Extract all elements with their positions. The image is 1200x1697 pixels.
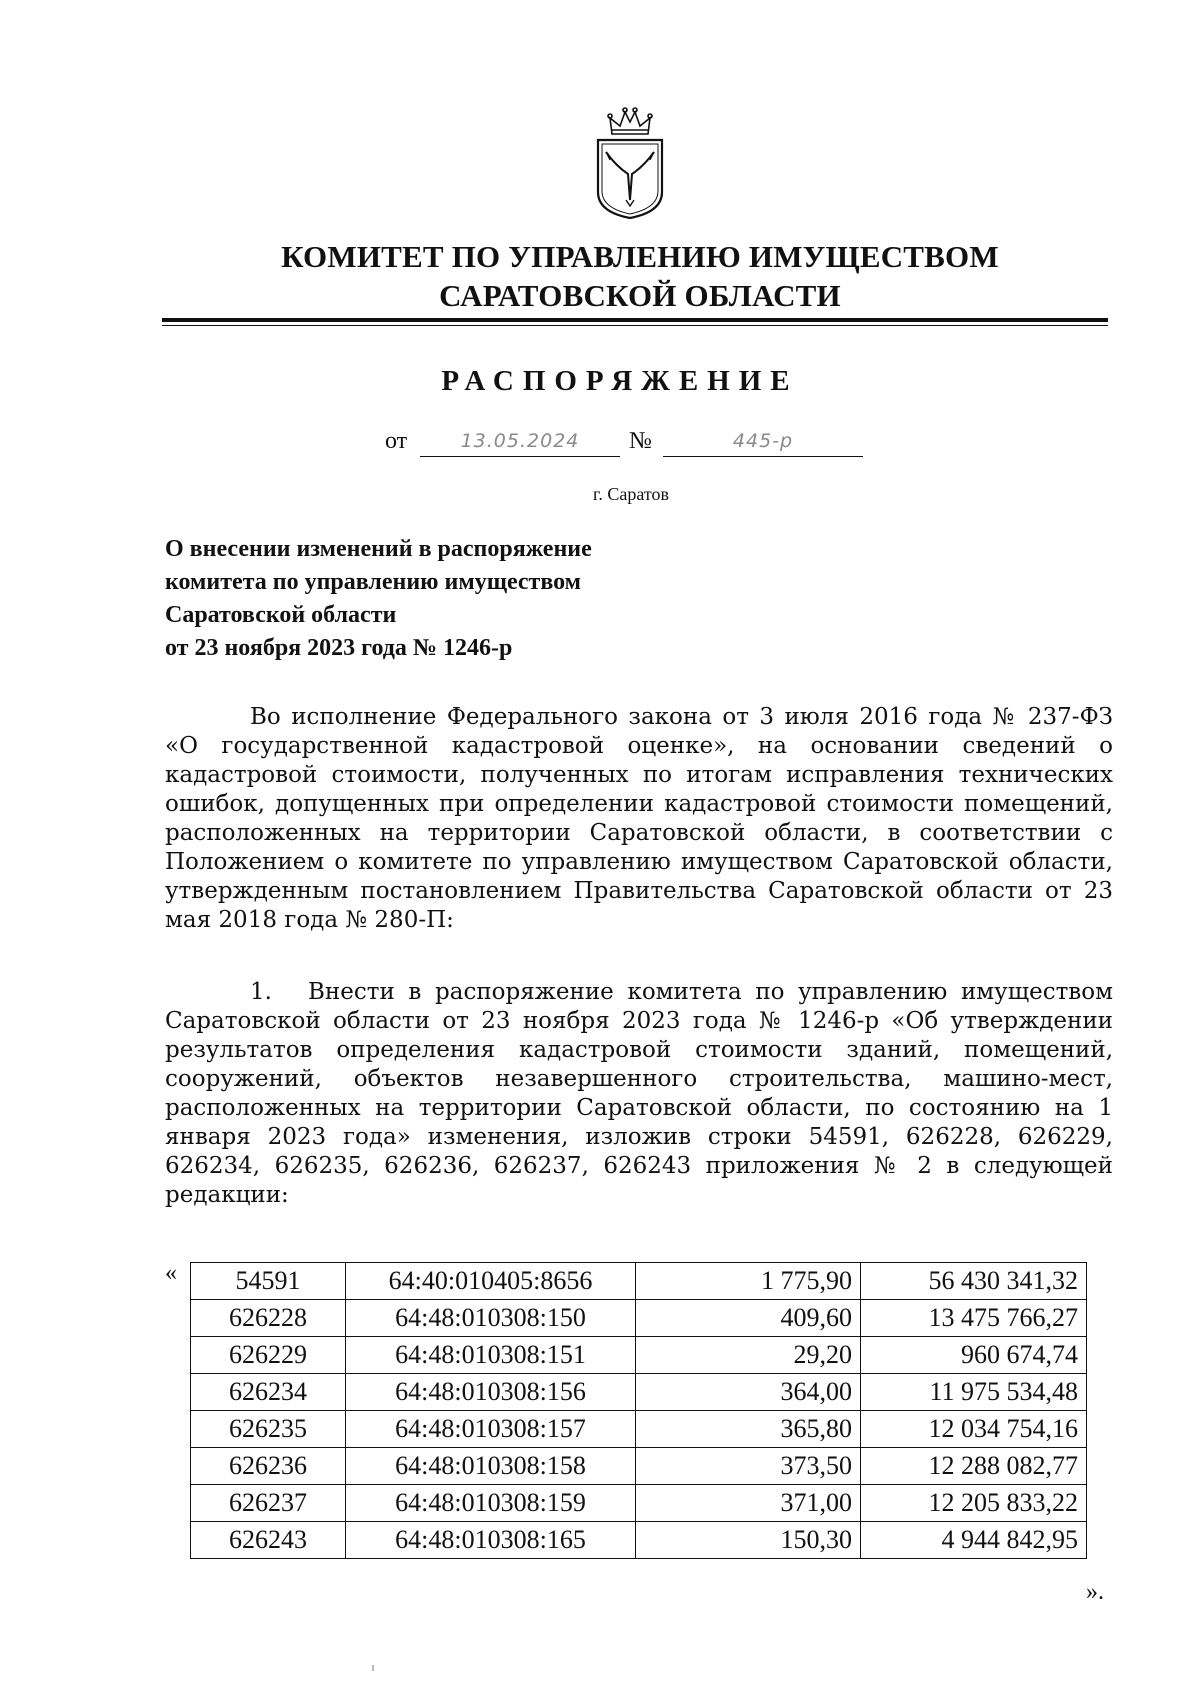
cadastral-number-cell: 64:48:010308:159	[346, 1485, 636, 1522]
row-number-cell: 626237	[191, 1485, 346, 1522]
subject-line: комитета по управлению имуществом	[165, 569, 582, 595]
row-number-cell: 626228	[191, 1300, 346, 1337]
cadastral-number-cell: 64:48:010308:151	[346, 1337, 636, 1374]
organization-name-line1: КОМИТЕТ ПО УПРАВЛЕНИЮ ИМУЩЕСТВОМ	[281, 239, 999, 274]
table-row	[191, 1374, 1087, 1411]
item-paragraph-1	[165, 978, 1113, 1210]
organization-name-line2: САРАТОВСКОЙ ОБЛАСТИ	[439, 278, 841, 313]
number-label: №	[629, 428, 652, 454]
row-number-cell: 626235	[191, 1411, 346, 1448]
date-value: 13.05.2024	[420, 430, 620, 457]
quote-close-mark: ».	[1086, 1579, 1104, 1605]
subject-line: Саратовской области	[165, 602, 397, 628]
table-row	[191, 1411, 1087, 1448]
table-row	[191, 1485, 1087, 1522]
quote-open-mark: «	[165, 1260, 177, 1286]
area-cell: 1 775,90	[636, 1263, 861, 1300]
table-row	[191, 1522, 1087, 1559]
cadastral-cost-cell: 13 475 766,27	[861, 1300, 1087, 1337]
cadastral-cost-cell: 12 034 754,16	[861, 1411, 1087, 1448]
area-cell: 150,30	[636, 1522, 861, 1559]
table-row	[191, 1337, 1087, 1374]
header-divider-thick	[162, 318, 1108, 322]
area-cell: 364,00	[636, 1374, 861, 1411]
cadastral-values-table	[190, 1262, 1087, 1559]
cadastral-number-cell: 64:48:010308:156	[346, 1374, 636, 1411]
area-cell: 409,60	[636, 1300, 861, 1337]
row-number-cell: 626243	[191, 1522, 346, 1559]
table-row	[191, 1263, 1087, 1300]
coat-of-arms-icon	[590, 104, 670, 222]
cadastral-cost-cell: 960 674,74	[861, 1337, 1087, 1374]
cadastral-number-cell: 64:48:010308:165	[346, 1522, 636, 1559]
area-cell: 29,20	[636, 1337, 861, 1374]
cadastral-cost-cell: 11 975 534,48	[861, 1374, 1087, 1411]
row-number-cell: 626234	[191, 1374, 346, 1411]
row-number-cell: 54591	[191, 1263, 346, 1300]
cadastral-cost-cell: 56 430 341,32	[861, 1263, 1087, 1300]
area-cell: 365,80	[636, 1411, 861, 1448]
document-subject	[165, 533, 592, 665]
cadastral-number-cell: 64:48:010308:150	[346, 1300, 636, 1337]
subject-line: О внесении изменений в распоряжение	[165, 536, 592, 562]
preamble-paragraph: Во исполнение Федерального закона от 3 июля 2016 года № 237-ФЗ «О государственной кадастровой оценке», на основании сведений о кадастровой стоимости, полученных по итогам исправления технических ошибок, допущенных при определении кадастровой стоимости помещений, расположенных на территории Саратовской области, в соответствии с Положением о комитете по управлению имуществом Саратовской области, утвержденным постановлением Правительства Саратовской области от 23 мая 2018 года № 280-П:	[165, 704, 1113, 933]
area-cell: 371,00	[636, 1485, 861, 1522]
cadastral-cost-cell: 4 944 842,95	[861, 1522, 1087, 1559]
cadastral-cost-cell: 12 205 833,22	[861, 1485, 1087, 1522]
subject-line: от 23 ноября 2023 года № 1246-р	[165, 635, 513, 661]
cadastral-number-cell: 64:48:010308:157	[346, 1411, 636, 1448]
table-row	[191, 1300, 1087, 1337]
scan-mark	[372, 1665, 374, 1671]
table-row	[191, 1448, 1087, 1485]
row-number-cell: 626236	[191, 1448, 346, 1485]
row-number-cell: 626229	[191, 1337, 346, 1374]
document-type-title: РАСПОРЯЖЕНИЕ	[441, 365, 799, 397]
area-cell: 373,50	[636, 1448, 861, 1485]
item-text: Внести в распоряжение комитета по управлению имуществом Саратовской области от 23 ноября 2023 года № 1246-р «Об утверждении результатов определения кадастровой стоимости зданий, помещений, сооружений, объектов незавершенного строительства, машино-мест, расположенных на территории Саратовской области, по состоянию на 1 января 2023 года» изменения, изложив строки 54591, 626228, 626229, 626234, 626235, 626236, 626237, 626243 приложения № 2 в следующей редакции:	[165, 979, 1113, 1208]
city-label: г. Саратов	[593, 484, 669, 504]
date-label: от	[385, 428, 408, 454]
item-number: 1.	[250, 979, 272, 1005]
cadastral-number-cell: 64:48:010308:158	[346, 1448, 636, 1485]
header-divider-thin	[162, 325, 1108, 326]
cadastral-cost-cell: 12 288 082,77	[861, 1448, 1087, 1485]
cadastral-number-cell: 64:40:010405:8656	[346, 1263, 636, 1300]
number-value: 445-р	[663, 430, 863, 457]
